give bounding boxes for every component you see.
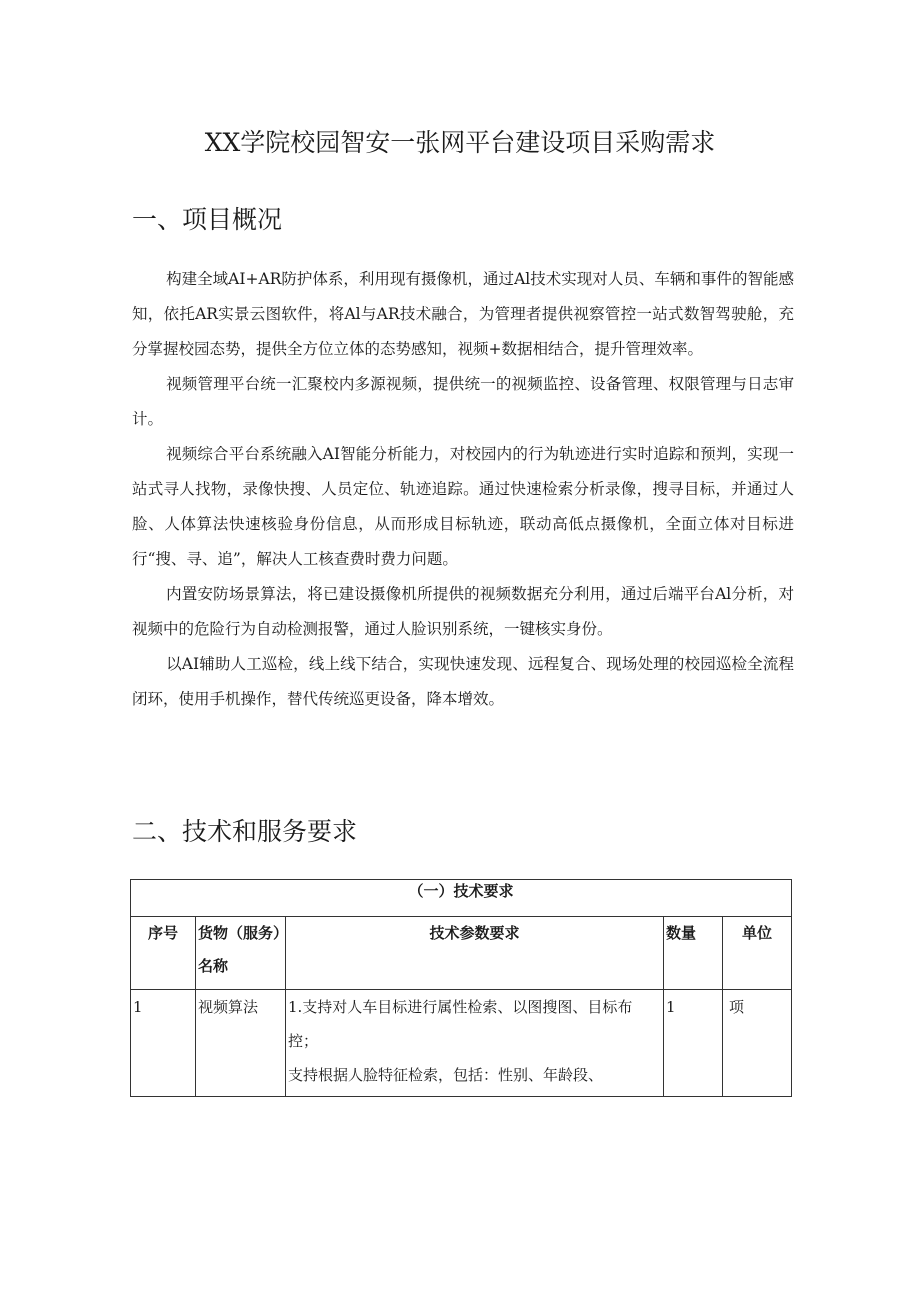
- table-caption: （一）技术要求: [131, 880, 792, 917]
- requirements-table: [130, 879, 792, 1097]
- cell-spec: [286, 990, 664, 1097]
- spec-line: 1.支持对人车目标进行属性检索、以图搜图、目标布控；: [288, 998, 633, 1050]
- overview-paragraph: 视频综合平台系统融入AI智能分析能力，对校园内的行为轨迹进行实时追踪和预判，实现一站式寻人找物，录像快搜、人员定位、轨迹追踪。通过快速检索分析录像，搜寻目标，并通过人脸、人体算法快速核验身份信息，从而形成目标轨迹，联动高低点摄像机，全面立体对目标进行“搜、寻、追”，解决人工核查费时费力问题。: [132, 445, 794, 568]
- overview-paragraph: 内置安防场景算法，将已建设摄像机所提供的视频数据充分利用，通过后端平台Al分析，对视频中的危险行为自动检测报警，通过人脸识别系统，一键核实身份。: [132, 585, 794, 638]
- cell-unit: 项: [723, 990, 792, 1097]
- cell-name: 视频算法: [196, 990, 286, 1097]
- section-heading-requirements: 二、技术和服务要求: [132, 817, 358, 846]
- header-no: 序号: [131, 917, 196, 990]
- spec-line: 支持根据人脸特征检索，包括：性别、年龄段、: [288, 1066, 604, 1084]
- header-unit: 单位: [723, 917, 792, 990]
- table-caption-row: [131, 880, 792, 917]
- overview-paragraph: 视频管理平台统一汇聚校内多源视频，提供统一的视频监控、设备管理、权限管理与日志审计。: [132, 375, 794, 428]
- header-spec: 技术参数要求: [286, 917, 664, 990]
- overview-paragraph: 以AI辅助人工巡检，线上线下结合，实现快速发现、远程复合、现场处理的校园巡检全流程闭环，使用手机操作，替代传统巡更设备，降本增效。: [132, 655, 794, 708]
- cell-qty: 1: [664, 990, 723, 1097]
- table-header-row: [131, 917, 792, 990]
- section-heading-overview: 一、项目概况: [132, 205, 283, 234]
- cell-no: 1: [131, 990, 196, 1097]
- document-title: XX学院校园智安一张网平台建设项目采购需求: [204, 128, 716, 157]
- table-row: [131, 990, 792, 1097]
- overview-paragraph: 构建全域AI+AR防护体系，利用现有摄像机，通过Al技术实现对人员、车辆和事件的智能感知，依托AR实景云图软件，将Al与AR技术融合，为管理者提供视察管控一站式数智驾驶舱，充分掌握校园态势，提供全方位立体的态势感知，视频+数据相结合，提升管理效率。: [132, 270, 794, 358]
- overview-body: [132, 262, 794, 717]
- header-qty: 数量: [664, 917, 723, 990]
- header-name: 货物（服务）名称: [196, 917, 286, 990]
